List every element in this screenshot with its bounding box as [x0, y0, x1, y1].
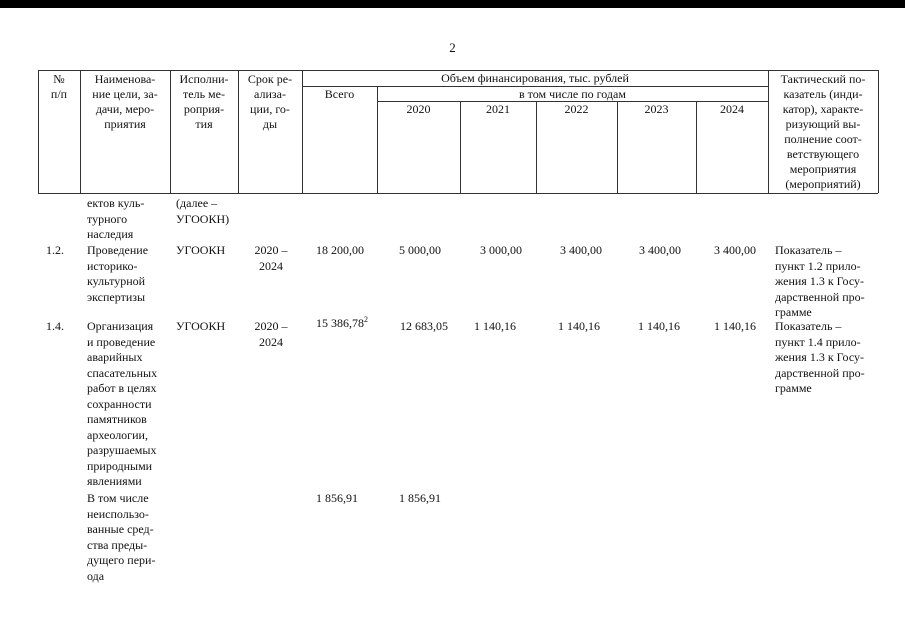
header-indicator: Тактический по- казатель (инди- катор), характе- ризующий вы- полнение соот- ветствующего мероприятия (мероприятий) — [780, 72, 866, 191]
row-2023: 1 140,16 — [638, 319, 680, 333]
header-financing: Объем финансирования, тыс. рублей — [441, 71, 629, 85]
row-2022: 1 140,16 — [558, 319, 600, 333]
row-indicator: Показатель – пункт 1.2 прило- жения 1.3 к Госу- дарственной про- грамме — [775, 243, 865, 319]
footnote-mark: 2 — [364, 315, 368, 324]
header-year-2022: 2022 — [564, 102, 589, 116]
row-total: 18 200,00 — [316, 243, 364, 257]
row-2024: 3 400,00 — [714, 243, 756, 257]
row-executor: УГООКН — [176, 319, 226, 333]
header-total: Всего — [324, 87, 355, 101]
row-2020: 1 856,91 — [399, 491, 441, 505]
header-year-2024: 2024 — [720, 102, 744, 116]
row-number: 1.4. — [46, 319, 64, 333]
row-term: 2020 – 2024 — [254, 243, 288, 273]
row-name: Проведение историко- культурной экспертизы — [87, 243, 149, 304]
continuation-executor: (далее – УГООКН) — [176, 196, 230, 226]
row-executor: УГООКН — [176, 243, 226, 257]
row-total: 15 386,78$^2$ — [316, 315, 368, 330]
scan-top-border — [0, 0, 905, 8]
row-2022: 3 400,00 — [560, 243, 602, 257]
continuation-name: ектов куль- турного наследия — [87, 196, 145, 241]
header-year-2021: 2021 — [486, 102, 510, 116]
header-executor: Исполни- тель ме- роприя- тия — [179, 72, 229, 131]
header-by-years: в том числе по годам — [519, 87, 626, 101]
row-2023: 3 400,00 — [639, 243, 681, 257]
row-2021: 1 140,16 — [474, 319, 516, 333]
header-term: Срок ре- ализа- ции, го- ды — [247, 72, 293, 131]
header-name: Наименова- ние цели, за- дачи, меро- приятия — [92, 72, 158, 131]
header-year-2023: 2023 — [644, 102, 669, 116]
row-name: В том числе неиспользо- ванные сред- ства преды- дущего пери- ода — [87, 491, 156, 583]
row-term: 2020 – 2024 — [254, 319, 288, 349]
row-indicator: Показатель – пункт 1.4 прило- жения 1.3 к Госу- дарственной про- грамме — [775, 319, 865, 395]
row-2020: 5 000,00 — [399, 243, 441, 257]
page-number: 2 — [449, 40, 456, 55]
row-number: 1.2. — [46, 243, 64, 257]
header-num: № п/п — [50, 72, 68, 101]
row-2024: 1 140,16 — [714, 319, 756, 333]
header-year-2020: 2020 — [406, 102, 431, 116]
row-name: Организация и проведение аварийных спасательных работ в целях сохранности памятников археологии, разрушаемых природными явлениями — [87, 319, 158, 488]
row-total: 1 856,91 — [316, 491, 358, 505]
row-2021: 3 000,00 — [480, 243, 522, 257]
row-2020: 12 683,05 — [400, 319, 448, 333]
